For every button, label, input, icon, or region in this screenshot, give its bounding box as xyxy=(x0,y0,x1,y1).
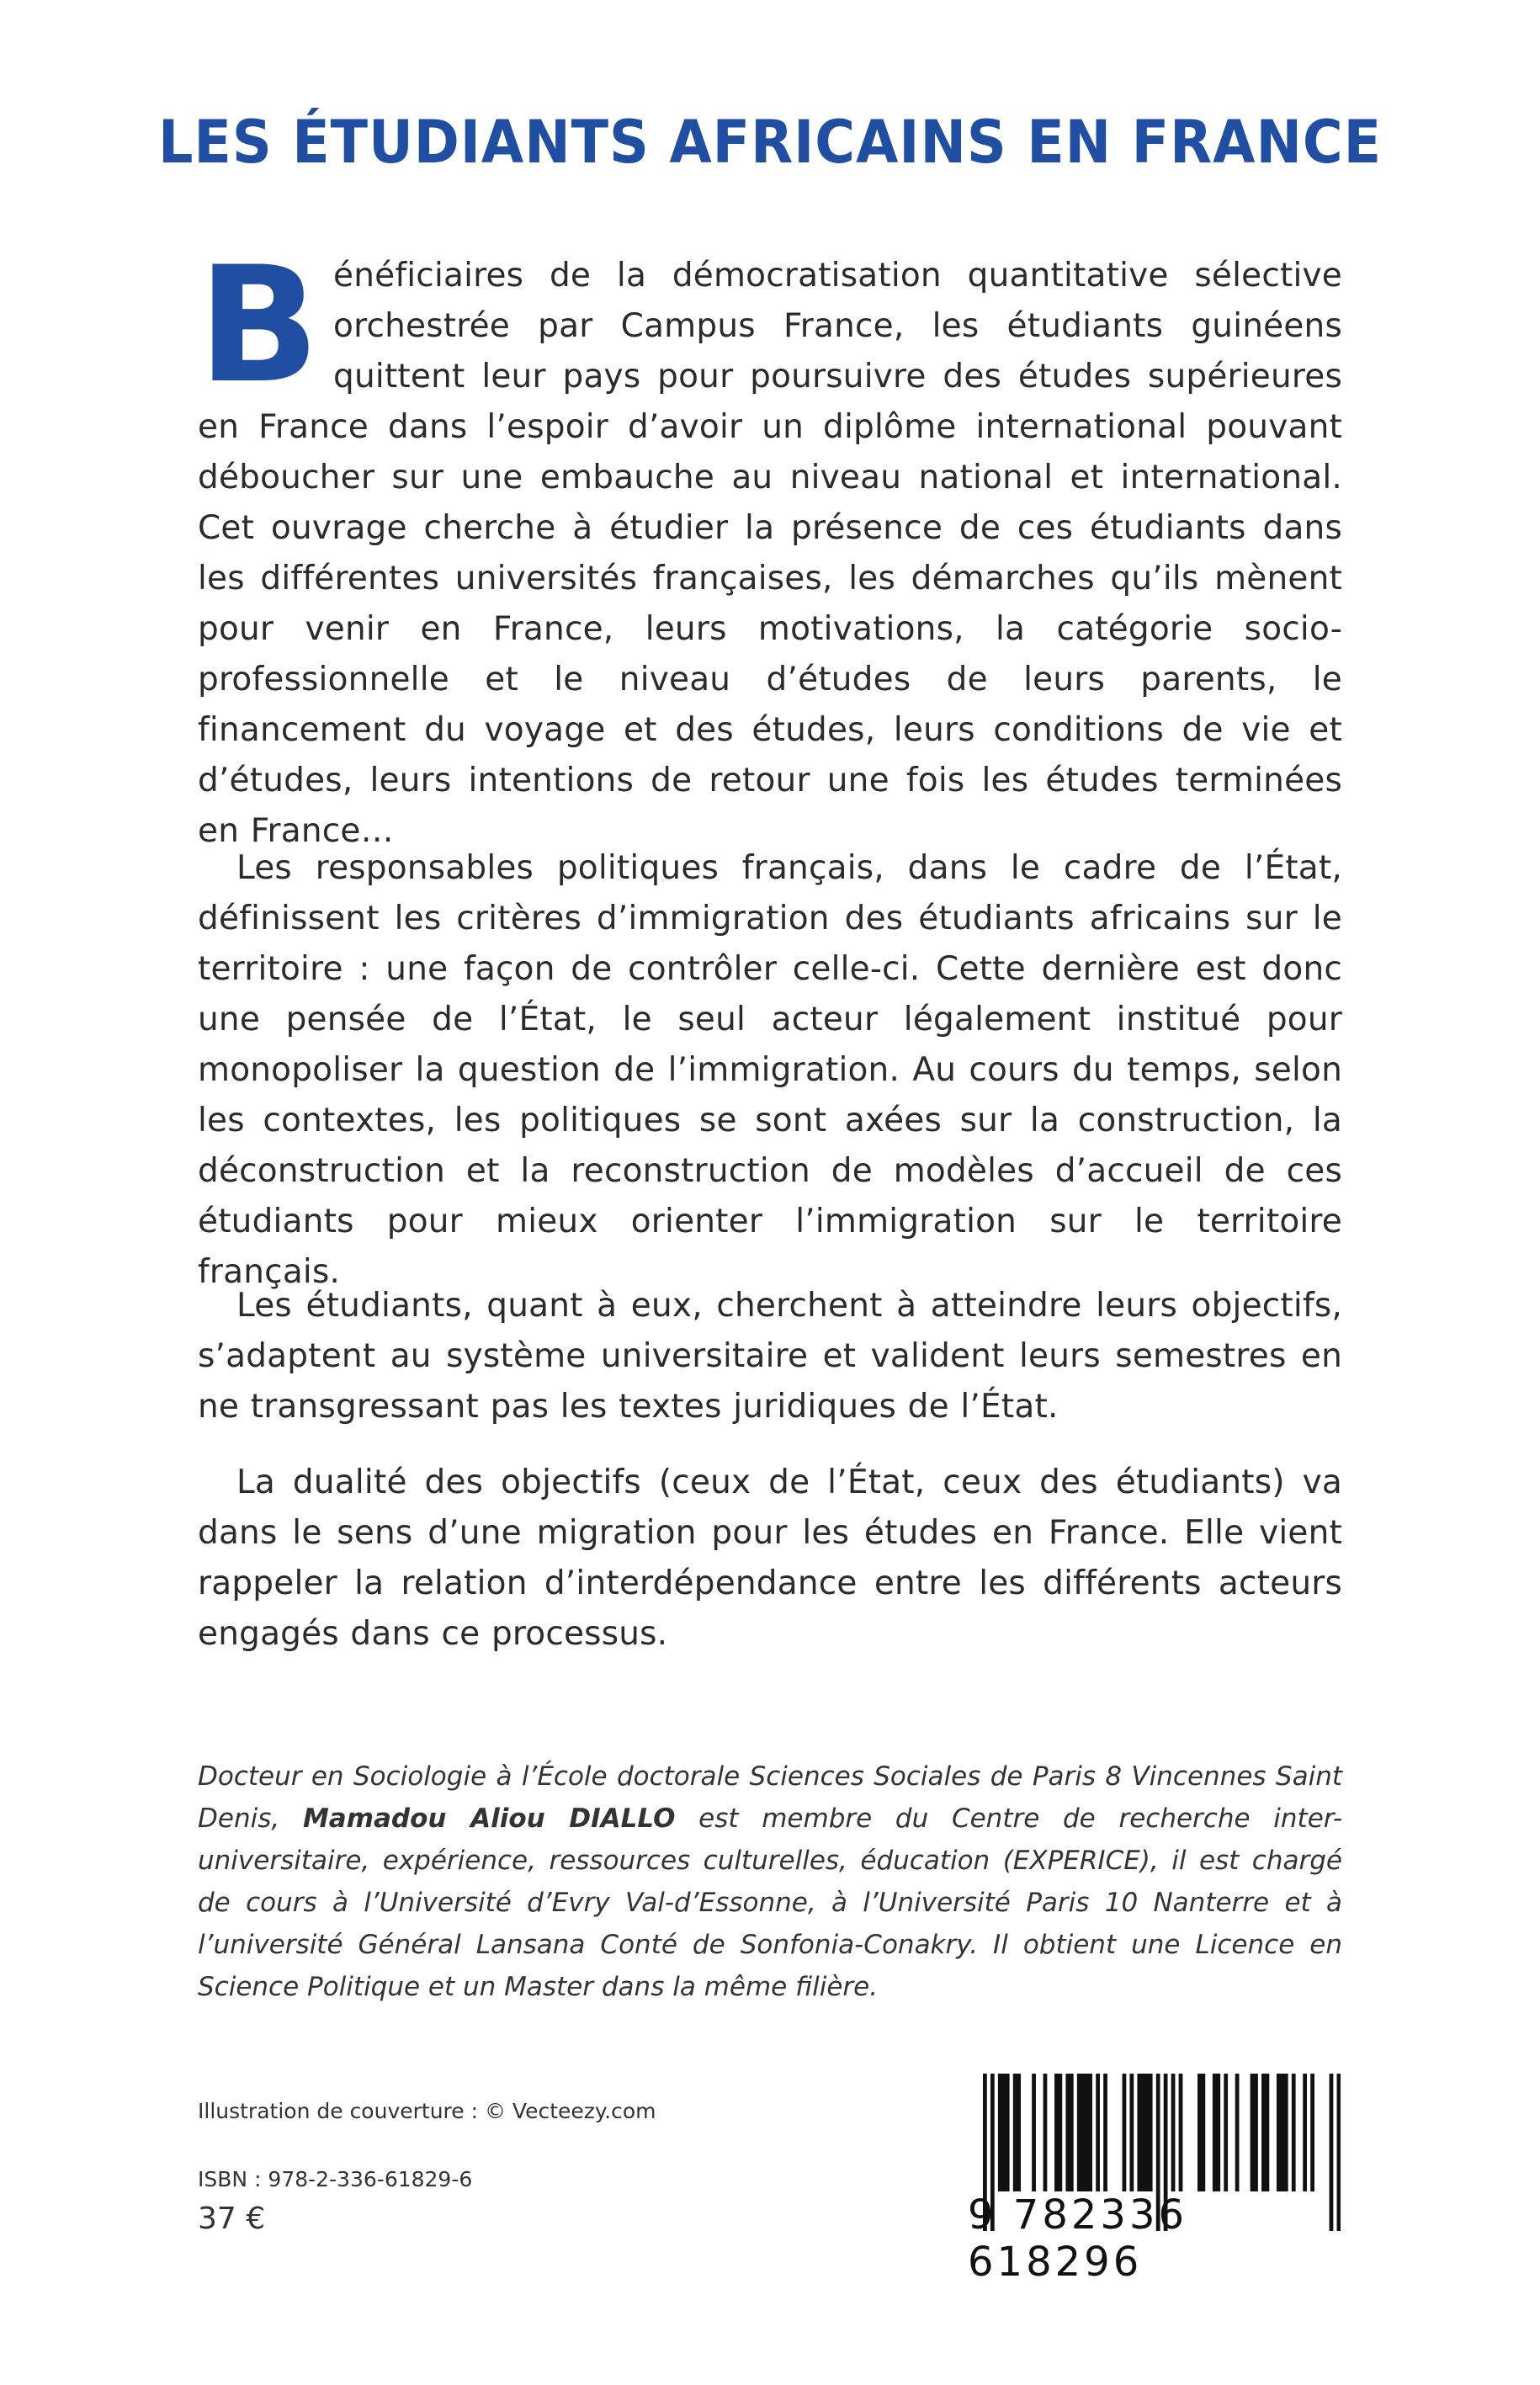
barcode-bar xyxy=(1216,2074,1220,2191)
barcode-bar xyxy=(1081,2074,1085,2191)
barcode-bar xyxy=(1017,2074,1021,2191)
barcode-bar xyxy=(1254,2074,1258,2191)
barcode-bar xyxy=(1149,2074,1153,2191)
author-name: Mamadou Aliou DIALLO xyxy=(302,1803,676,1834)
isbn: ISBN : 978-2-336-61829-6 xyxy=(198,2167,473,2191)
drop-cap: B xyxy=(198,232,321,418)
barcode-bar xyxy=(1197,2074,1202,2191)
barcode-bar xyxy=(1043,2074,1048,2191)
barcode-bar xyxy=(1235,2074,1240,2191)
barcode-bar xyxy=(1251,2074,1255,2191)
barcode-bar xyxy=(1292,2074,1296,2191)
barcode-bar xyxy=(1171,2074,1176,2191)
barcode-bar xyxy=(1277,2074,1281,2191)
author-bio xyxy=(198,1756,1342,2008)
barcode-bar xyxy=(1077,2074,1081,2191)
barcode-bar xyxy=(1085,2074,1089,2191)
barcode-bar xyxy=(1141,2074,1145,2191)
barcode-bar xyxy=(1179,2074,1183,2191)
paragraph-1-text: énéficiaires de la démocratisation quantitative sélective orchestrée par Campus France, les étudiants guinéens quittent leur pays pour poursuivre des études supérieures en France dans l’espoir d’avoir un diplôme international pouvant déboucher sur une embauche au niveau national et international. Cet ouvrage cherche à étudier la présence de ces étudiants dans les différentes universités françaises, les démarches qu’ils mènent pour venir en France, leurs motivations, la catégorie socio-professionnelle et le niveau d’études de leurs parents, le financement du voyage et des études, leurs conditions de vie et d’études, leurs intentions de retour une fois les études terminées en France… xyxy=(198,257,1342,850)
barcode-bar xyxy=(1213,2074,1217,2191)
barcode-bar xyxy=(1013,2074,1017,2191)
paragraph-3: Les étudiants, quant à eux, cherchent à atteindre leurs objectifs, s’adaptent au système universitaire et valident leurs semestres en ne transgressant pas les textes juridiques de l’État. xyxy=(198,1287,1342,1426)
barcode-bar xyxy=(1054,2074,1059,2191)
barcode-digits: 9 782336 618296 xyxy=(968,2191,1188,2286)
barcode-bar xyxy=(1201,2074,1205,2191)
bio-intro: Docteur en Sociologie à l’École doctorale Sciences Sociales de Paris 8 Vincennes Saint Denis, xyxy=(198,1761,1342,1834)
barcode-bar xyxy=(1310,2074,1314,2191)
barcode-bar xyxy=(1070,2074,1074,2191)
barcode-bar xyxy=(1137,2074,1141,2191)
barcode-bar xyxy=(1006,2074,1010,2191)
barcode-bar xyxy=(1032,2074,1036,2191)
barcode-bar xyxy=(1144,2074,1149,2191)
barcode-bar xyxy=(1058,2074,1062,2191)
barcode-bar xyxy=(1088,2074,1092,2191)
barcode-bar xyxy=(998,2074,1002,2191)
barcode-bar xyxy=(1261,2074,1266,2191)
book-title: LES ÉTUDIANTS AFRICAINS EN FRANCE xyxy=(158,108,1382,177)
bio-details: est membre du Centre de recherche inter-universitaire, expérience, ressources culturelles, éducation (EXPERICE), il est chargé de cours à l’Université d’Evry Val-d’Essonne, à l’Université Paris 10 Nanterre et à l’université Général Lansana Conté de Sonfonia-Conakry. Il obtient une Licence en Science Politique et un Master dans la même filière. xyxy=(198,1803,1343,2002)
price: 37 € xyxy=(198,2202,266,2236)
barcode-bar xyxy=(1103,2074,1107,2191)
paragraph-1 xyxy=(198,232,1342,857)
barcode-bar xyxy=(1096,2074,1100,2191)
barcode-bar xyxy=(1303,2074,1307,2191)
barcode-bar xyxy=(1224,2074,1228,2191)
paragraph-2: Les responsables politiques français, dans le cadre de l’État, définissent les critères d’immigration des étudiants africains sur le territoire : une façon de contrôler celle-ci. Cette dernière est donc une pensée de l’État, le seul acteur légalement institué pour monopoliser la question de l’immigration. Au cours du temps, selon les contextes, les politiques se sont axées sur la construction, la déconstruction et la reconstruction de modèles d’accueil de ces étudiants pour mieux orienter l’immigration sur le territoire français. xyxy=(198,849,1342,1291)
barcode-bar xyxy=(1280,2074,1284,2191)
barcode-bar xyxy=(1266,2074,1270,2191)
back-cover-text xyxy=(198,232,1342,857)
barcode-bar xyxy=(1129,2074,1134,2191)
barcode-bar xyxy=(1123,2074,1127,2191)
illustration-credit: Illustration de couverture : © Vecteezy.com xyxy=(198,2099,656,2123)
barcode-bar xyxy=(1001,2074,1006,2191)
barcode-bar xyxy=(1065,2074,1070,2191)
barcode-bar xyxy=(1284,2074,1288,2191)
paragraph-4: La dualité des objectifs (ceux de l’État, ceux des étudiants) va dans le sens d’une migration pour les études en France. Elle vient rappeler la relation d’interdépendance entre les différents acteurs engagés dans ce processus. xyxy=(198,1463,1342,1653)
